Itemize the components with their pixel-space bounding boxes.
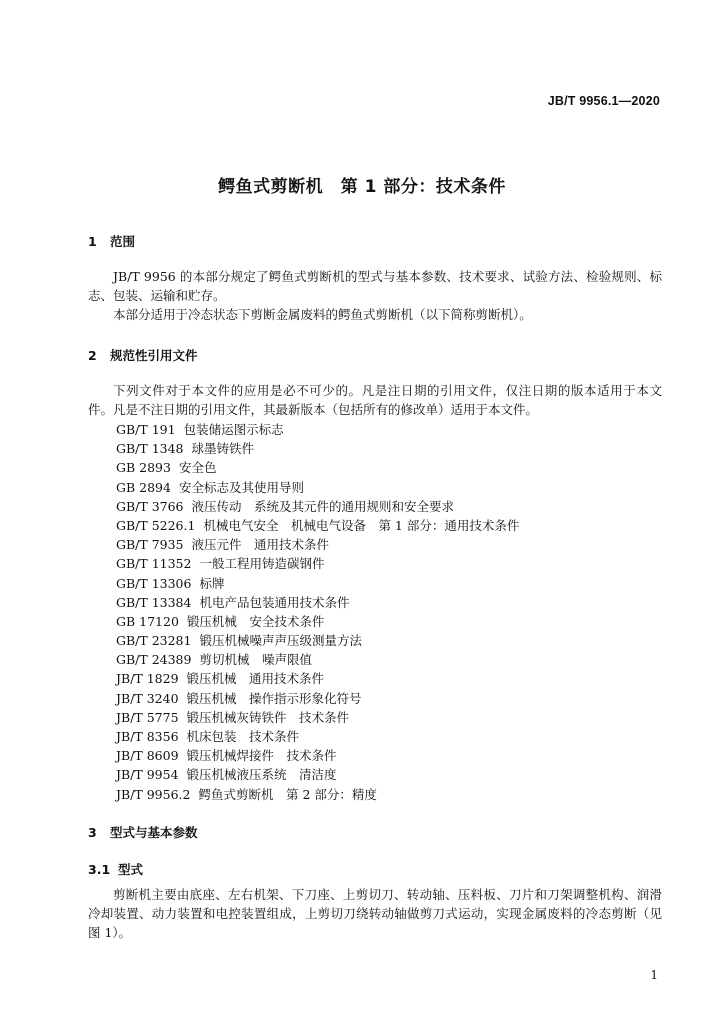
reference-title: 锻压机械液压系统 清洁度 [186, 767, 337, 783]
reference-title: 锻压机械灰铸铁件 技术条件 [186, 709, 350, 725]
section-title: 规范性引用文件 [110, 348, 198, 363]
reference-title: 剪切机械 噪声限值 [199, 652, 312, 668]
section-heading-scope [88, 232, 135, 250]
reference-item [116, 689, 519, 708]
reference-title: 液压传动 系统及其元件的通用规则和安全要求 [191, 498, 455, 514]
reference-title: 包装储运图示标志 [183, 422, 284, 437]
reference-code: GB/T 13306 [116, 575, 192, 591]
reference-item [116, 612, 519, 631]
reference-code: GB 2894 [116, 479, 171, 495]
reference-title: 锻压机械 操作指示形象化符号 [186, 690, 362, 706]
references-intro: 下列文件对于本文件的应用是必不可少的。凡是注日期的引用文件，仅注日期的版本适用于本文件。凡是不注日期的引用文件，其最新版本（包括所有的修改单）适用于本文件。 [88, 383, 662, 417]
reference-title: 锻压机械 安全技术条件 [186, 613, 325, 629]
reference-code: GB/T 23281 [116, 633, 192, 649]
reference-code: GB/T 11352 [116, 556, 192, 572]
reference-item [116, 516, 519, 535]
reference-code: GB/T 7935 [116, 537, 184, 553]
reference-code: GB 2893 [116, 460, 171, 476]
reference-title: 机械电气安全 机械电气设备 第 1 部分：通用技术条件 [203, 517, 520, 533]
reference-code: GB/T 5226.1 [116, 517, 196, 533]
reference-code: GB/T 3766 [116, 498, 184, 514]
scope-paragraph-2: 本部分适用于冷态状态下剪断金属废料的鳄鱼式剪断机（以下简称剪断机）。 [113, 307, 532, 322]
reference-code: JB/T 5775 [116, 709, 179, 725]
reference-title: 标牌 [199, 575, 225, 591]
reference-item [116, 554, 519, 573]
reference-list [116, 420, 519, 804]
reference-title: 一般工程用铸造碳钢件 [199, 556, 325, 572]
reference-title: 锻压机械噪声声压级测量方法 [199, 633, 362, 649]
reference-item [116, 650, 519, 669]
reference-item [116, 765, 519, 784]
reference-code: GB/T 13384 [116, 594, 192, 610]
reference-title: 机电产品包装通用技术条件 [199, 594, 350, 610]
reference-item [116, 727, 519, 746]
reference-title: 锻压机械 通用技术条件 [186, 671, 325, 687]
reference-item [116, 439, 519, 458]
reference-code: GB 17120 [116, 613, 179, 629]
reference-code: JB/T 1829 [116, 671, 179, 687]
reference-code: JB/T 8356 [116, 729, 179, 744]
reference-item [116, 535, 519, 554]
subsection-title: 型式 [118, 862, 144, 877]
reference-title: 安全标志及其使用导则 [178, 479, 304, 495]
subsection-heading-type [88, 860, 143, 878]
section-heading-types-and-parameters [88, 823, 198, 841]
reference-title: 机床包装 技术条件 [186, 729, 300, 744]
section-title: 范围 [110, 234, 136, 249]
reference-item [116, 458, 519, 477]
reference-title: 鳄鱼式剪断机 第 2 部分：精度 [198, 786, 377, 802]
reference-item [116, 746, 519, 765]
reference-item [116, 478, 519, 497]
reference-item [116, 574, 519, 593]
section-title: 型式与基本参数 [110, 825, 198, 840]
reference-code: GB/T 24389 [116, 652, 192, 668]
subsection-number: 3.1 [88, 862, 111, 877]
section-number: 3 [88, 825, 97, 840]
reference-title: 球墨铸铁件 [191, 441, 255, 457]
reference-code: JB/T 9956.2 [116, 786, 191, 802]
reference-code: JB/T 8609 [116, 748, 179, 764]
reference-code: JB/T 9954 [116, 767, 179, 783]
reference-title: 锻压机械焊接件 技术条件 [186, 748, 337, 764]
reference-item [116, 669, 519, 688]
section-heading-normative-references [88, 346, 198, 364]
scope-paragraph-1: JB/T 9956 的本部分规定了鳄鱼式剪断机的型式与基本参数、技术要求、试验方法、检验规则、标志、包装、运输和贮存。 [88, 269, 662, 303]
standard-number: JB/T 9956.1—2020 [547, 94, 660, 108]
reference-item [116, 497, 519, 516]
reference-item [116, 785, 519, 804]
reference-title: 安全色 [178, 460, 217, 476]
reference-code: GB/T 1348 [116, 441, 184, 457]
section-number: 1 [88, 234, 97, 249]
reference-item [116, 631, 519, 650]
reference-item [116, 593, 519, 612]
section-number: 2 [88, 348, 97, 363]
reference-code: GB/T 191 [116, 422, 176, 437]
type-paragraph: 剪断机主要由底座、左右机架、下刀座、上剪切刀、转动轴、压料板、刀片和刀架调整机构、润滑冷却装置、动力装置和电控装置组成，上剪切刀绕转动轴做剪刀式运动，实现金属废料的冷态剪断（见图 1）。 [88, 887, 662, 940]
reference-item [116, 708, 519, 727]
reference-item [116, 420, 519, 439]
reference-code: JB/T 3240 [116, 690, 179, 706]
reference-title: 液压元件 通用技术条件 [191, 537, 330, 553]
page-number: 1 [650, 968, 658, 982]
document-title: 鳄鱼式剪断机 第 1 部分：技术条件 [218, 177, 506, 197]
